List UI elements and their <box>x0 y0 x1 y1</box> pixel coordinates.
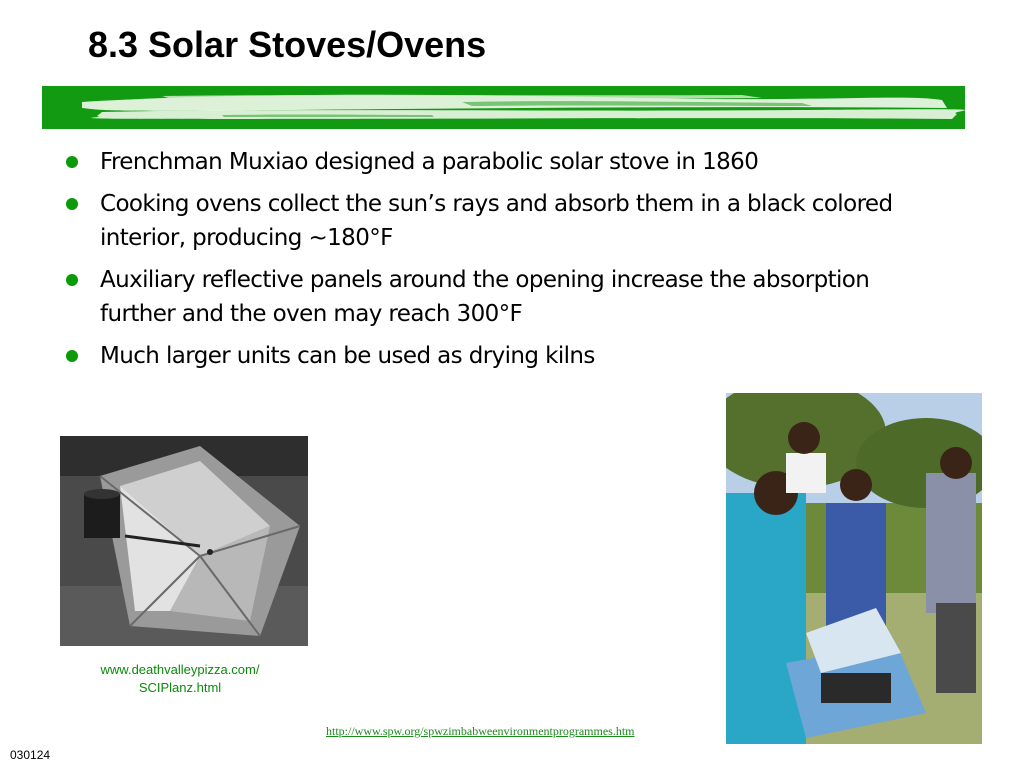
bullet-text: Cooking ovens collect the sun’s rays and absorb them in a black colored interior, producing ~180°F <box>100 191 893 251</box>
bullet-item <box>64 263 944 331</box>
green-dot-bullet-icon <box>66 198 78 210</box>
photo-source-link[interactable]: http://www.spw.org/spwzimbabweenvironmentprogrammes.htm <box>326 724 635 738</box>
caption-line: www.deathvalleypizza.com/ <box>100 662 260 677</box>
slide-identifier: 030124 <box>10 748 51 762</box>
bullet-item <box>64 145 944 179</box>
bullet-list <box>64 145 944 381</box>
green-dot-bullet-icon <box>66 350 78 362</box>
bullet-text: Auxiliary reflective panels around the opening increase the absorption further and the oven may reach 300°F <box>100 267 870 327</box>
green-brush-stroke-divider <box>42 86 965 129</box>
bullet-text: Frenchman Muxiao designed a parabolic solar stove in 1860 <box>100 149 759 175</box>
bullet-item <box>64 187 944 255</box>
slide-title: 8.3 Solar Stoves/Ovens <box>88 24 487 65</box>
photo-caption-left <box>80 661 280 697</box>
green-dot-bullet-icon <box>66 274 78 286</box>
bullet-item <box>64 339 944 373</box>
green-dot-bullet-icon <box>66 156 78 168</box>
bullet-text: Much larger units can be used as drying kilns <box>100 343 595 369</box>
solar-stove-photo <box>60 436 308 646</box>
caption-line: SCIPlanz.html <box>138 680 222 695</box>
cooking-oven-group-photo <box>726 393 982 744</box>
